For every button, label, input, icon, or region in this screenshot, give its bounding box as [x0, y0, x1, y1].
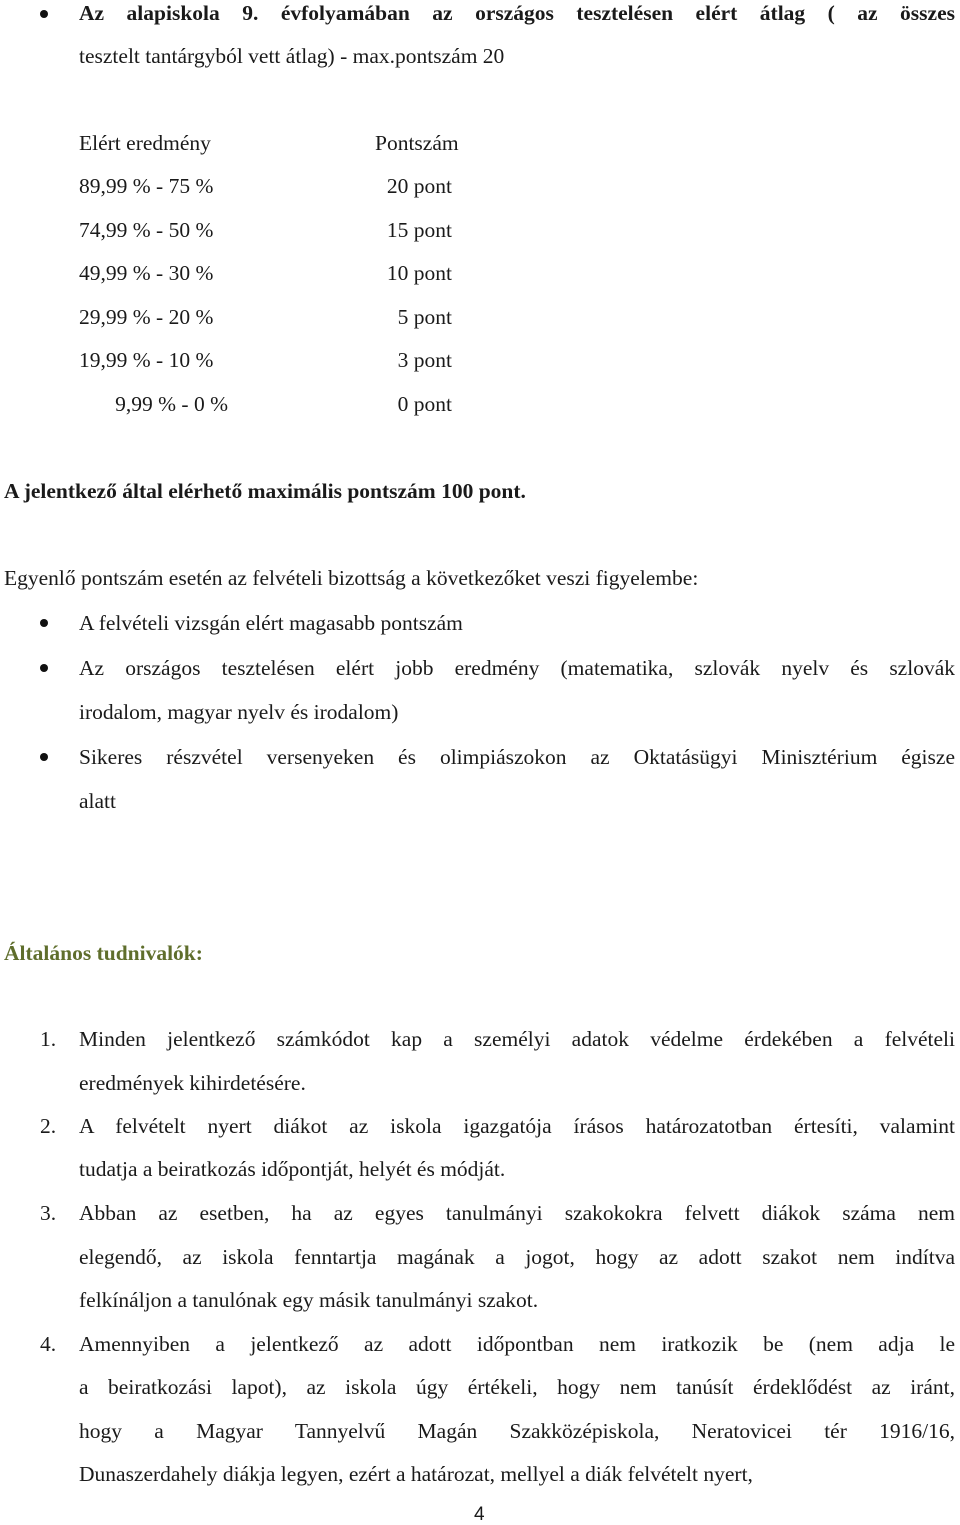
table-header-result: Elért eredmény	[79, 131, 211, 155]
intro-line-2: tesztelt tantárgyból vett átlag) - max.pontszám 20	[79, 44, 505, 68]
list-number: 4.	[40, 1332, 57, 1356]
list-item-cont: eredmények kihirdetésére.	[79, 1071, 306, 1095]
table-row-range: 19,99 % - 10 %	[79, 348, 214, 372]
list-number: 3.	[40, 1201, 57, 1225]
tie-break-item: Sikeres részvétel versenyeken és olimpiászokon az Oktatásügyi Minisztérium égisze	[79, 745, 955, 769]
list-number: 1.	[40, 1027, 57, 1051]
tie-break-item: Az országos tesztelésen elért jobb eredmény (matematika, szlovák nyelv és szlovák	[79, 656, 955, 680]
bullet-icon	[40, 10, 48, 18]
list-item: Minden jelentkező számkódot kap a személyi adatok védelme érdekében a felvételi	[79, 1027, 955, 1051]
list-item-cont: Dunaszerdahely diákja legyen, ezért a határozat, mellyel a diák felvételt nyert,	[79, 1462, 753, 1486]
page-number: 4	[474, 1504, 485, 1525]
list-item-cont: a beiratkozási lapot), az iskola úgy értékeli, hogy nem tanúsít érdeklődést az iránt,	[79, 1375, 955, 1399]
bullet-icon	[40, 619, 48, 627]
list-number: 2.	[40, 1114, 57, 1138]
intro-line-1: Az alapiskola 9. évfolyamában az országos tesztelésen elért átlag ( az összes	[79, 1, 955, 25]
list-item: Abban az esetben, ha az egyes tanulmányi szakokokra felvett diákok száma nem	[79, 1201, 955, 1225]
table-header-points: Pontszám	[375, 131, 459, 155]
table-row-range: 9,99 % - 0 %	[115, 392, 228, 416]
list-item-cont: elegendő, az iskola fenntartja magának a jogot, hogy az adott szakot nem indítva	[79, 1245, 955, 1269]
table-row-points: 10 pont	[386, 261, 452, 285]
bullet-icon	[40, 664, 48, 672]
list-item-cont: tudatja a beiratkozás időpontját, helyét és módját.	[79, 1157, 506, 1181]
max-points-statement: A jelentkező által elérhető maximális pontszám 100 pont.	[4, 479, 526, 503]
table-row-points: 3 pont	[397, 348, 452, 372]
general-info-heading: Általános tudnivalók:	[4, 941, 203, 965]
tie-break-item: A felvételi vizsgán elért magasabb pontszám	[79, 611, 463, 635]
table-row-points: 0 pont	[397, 392, 452, 416]
table-row-points: 5 pont	[397, 305, 452, 329]
table-row-range: 49,99 % - 30 %	[79, 261, 214, 285]
table-row-range: 29,99 % - 20 %	[79, 305, 214, 329]
tie-break-item-cont: alatt	[79, 789, 117, 813]
table-row-points: 15 pont	[386, 218, 452, 242]
tie-break-item-cont: irodalom, magyar nyelv és irodalom)	[79, 700, 399, 724]
tie-break-intro: Egyenlő pontszám esetén az felvételi bizottság a következőket veszi figyelembe:	[4, 566, 699, 590]
table-row-points: 20 pont	[386, 174, 452, 198]
table-row-range: 89,99 % - 75 %	[79, 174, 214, 198]
table-row-range: 74,99 % - 50 %	[79, 218, 214, 242]
list-item: Amennyiben a jelentkező az adott időpontban nem iratkozik be (nem adja le	[79, 1332, 955, 1356]
list-item-cont: hogy a Magyar Tannyelvű Magán Szakközépiskola, Neratovicei tér 1916/16,	[79, 1419, 955, 1443]
list-item-cont: felkínáljon a tanulónak egy másik tanulmányi szakot.	[79, 1288, 539, 1312]
list-item: A felvételt nyert diákot az iskola igazgatója írásos határozatotban értesíti, valamint	[79, 1114, 955, 1138]
bullet-icon	[40, 753, 48, 761]
